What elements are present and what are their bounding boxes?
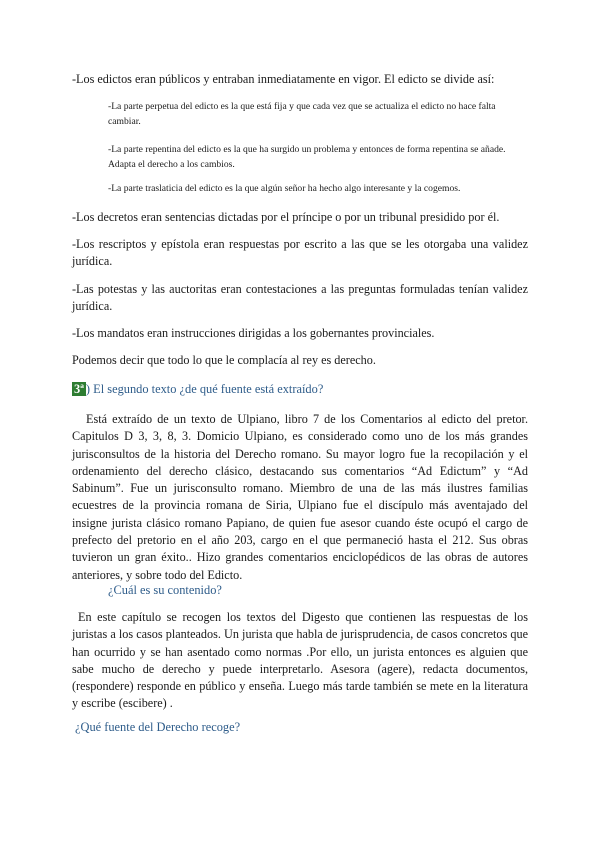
parte-traslaticia-paragraph: -La parte traslaticia del edicto es la que algún señor ha hecho algo interesante y la cogemos. [108,183,461,194]
parte-perpetua-paragraph: -La parte perpetua del edicto es la que está fija y que cada vez que se actualiza el edicto no hace falta cambiar. [108,101,496,127]
potestas-paragraph: -Las potestas y las auctoritas eran contestaciones a las preguntas formuladas tenían validez jurídica. [72,282,528,314]
question-3-text: ) El segundo texto ¿de qué fuente está extraído? [85,382,324,396]
contenido-heading: ¿Cuál es su contenido? [108,583,222,597]
question-3-heading [72,381,323,398]
edictos-paragraph: -Los edictos eran públicos y entraban inmediatamente en vigor. El edicto se divide así: [72,72,495,86]
parte-repentina-paragraph: -La parte repentina del edicto es la que ha surgido un problema y entonces de forma repentina se añade. Adapta el derecho a los cambios. [108,144,506,170]
mandatos-paragraph: -Los mandatos eran instrucciones dirigidas a los gobernantes provinciales. [72,326,435,340]
answer-contenido-paragraph: En este capítulo se recogen los textos del Digesto que contienen las respuestas de los juristas a los casos planteados. Un jurista que habla de jurisprudencia, de casos concretos que han ocurrido y se han asentado como normas .Por ello, un jurista entonces es alguien que sabe mucho de derecho y puede interpretarlo. Asesora (agere), redacta documentos, (respondere) responde en público y enseña. Luego más tarde también se mete en la literatura y escribe (escibere) . [72,610,528,711]
podemos-paragraph: Podemos decir que todo lo que le complacía al rey es derecho. [72,353,376,367]
fuente-heading: ¿Qué fuente del Derecho recoge? [75,720,241,734]
decretos-paragraph: -Los decretos eran sentencias dictadas por el príncipe o por un tribunal presidido por él. [72,210,500,224]
question-number-badge: 3ª [74,382,84,396]
answer-ulpiano-paragraph: Está extraído de un texto de Ulpiano, libro 7 de los Comentarios al edicto del pretor. Capitulos D 3, 3, 8, 3. Domicio Ulpiano, es considerado como uno de los más grandes jurisconsultos de la historia del Derecho romano. Su mayor logro fue la recopilación y el ordenamiento del derecho clásico, destacando sus comentarios “Ad Edictum” y “Ad Sabinum”. Fue un jurisconsulto romano. Miembro de una de las más ilustres familias ecuestres de la provincia romana de Siria, Ulpiano fue el discípulo más aventajado del insigne jurista clásico romano Papiano, de quien fue asesor cuando éste ocupó el cargo de prefecto del pretorio en el año 203, cargo en el que permaneció hasta el 212. Sus obras tuvieron un gran éxito.. Hizo grandes comentarios enciclopédicos de las obras de autores anteriores, y sobre todo del Edicto. [72,412,528,582]
rescriptos-paragraph: -Los rescriptos y epístola eran respuestas por escrito a las que se les otorgaba una validez jurídica. [72,237,528,269]
